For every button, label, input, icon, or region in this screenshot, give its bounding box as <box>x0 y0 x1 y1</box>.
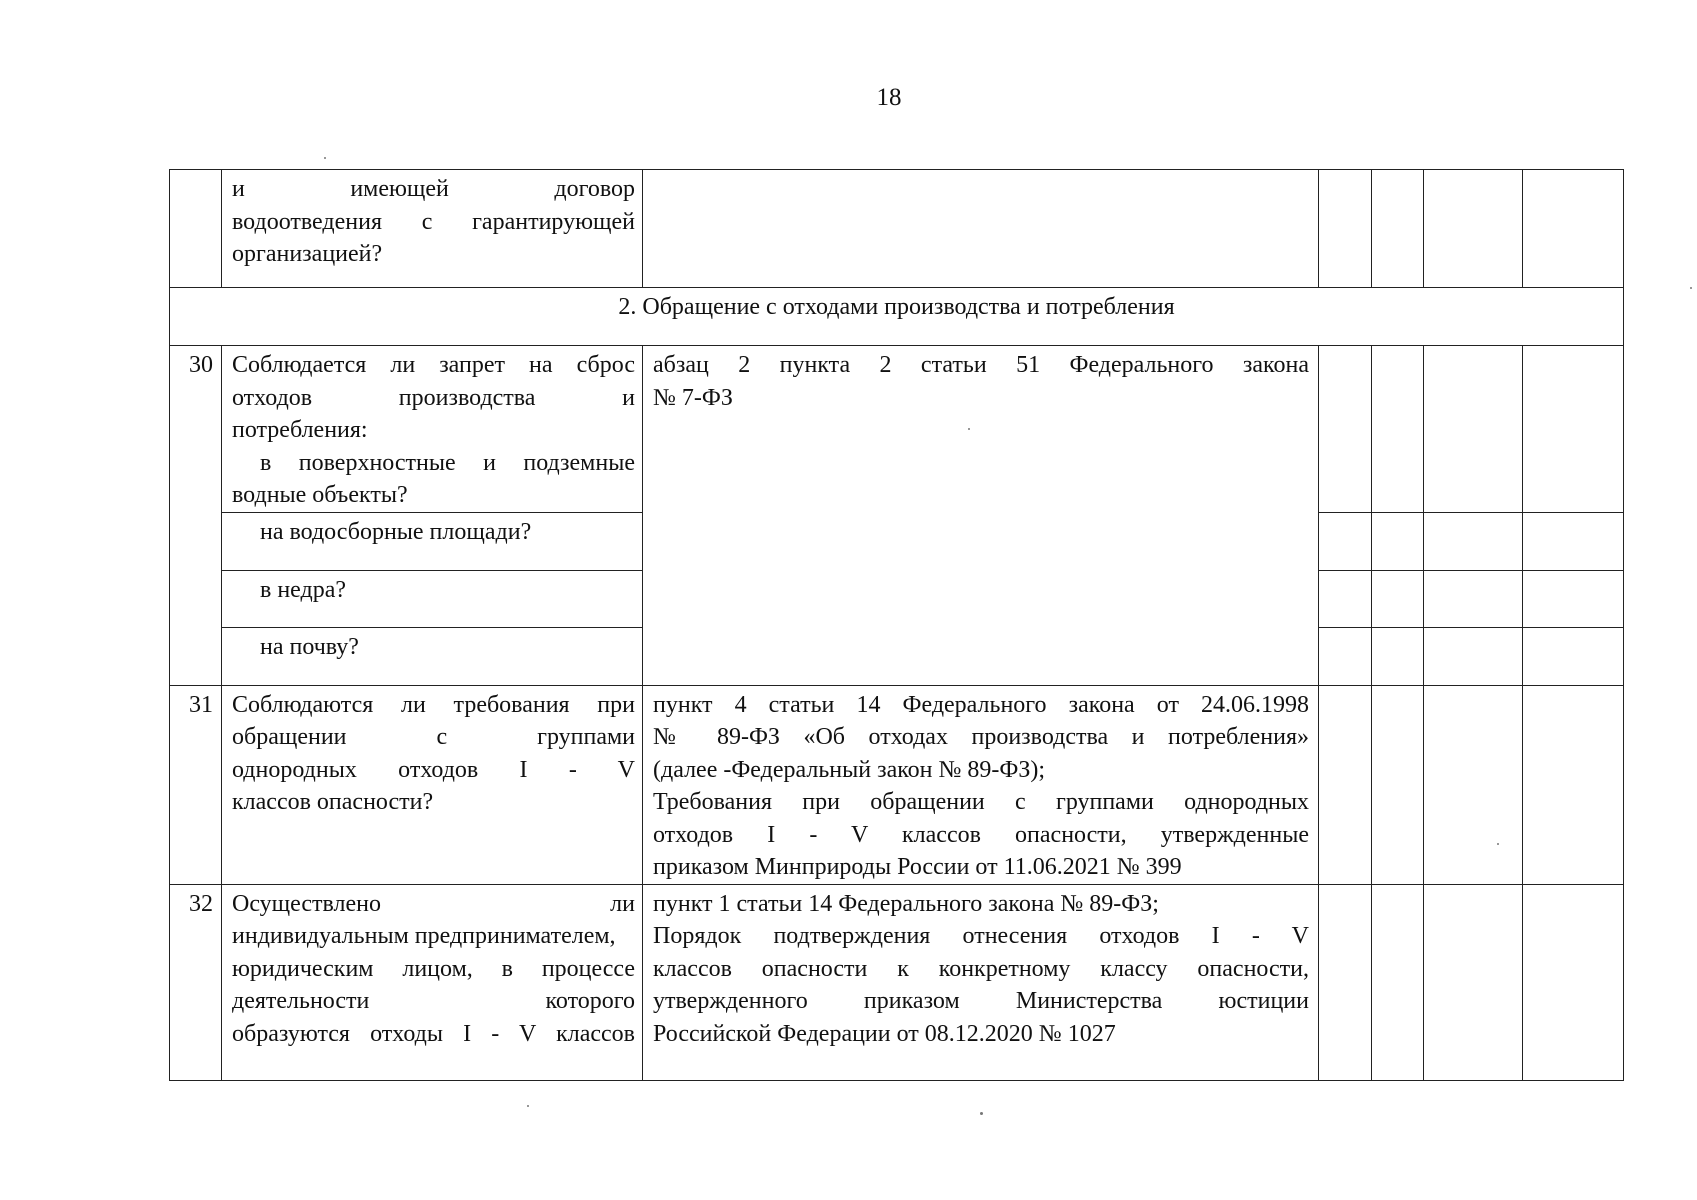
question-cell <box>222 884 643 1080</box>
question-line: образуются отходы I - V классов <box>232 1020 635 1047</box>
check-cell <box>1424 884 1523 1080</box>
law-line: приказом Минприроды России от 11.06.2021 № 399 <box>653 854 1182 880</box>
check-cell <box>1372 170 1424 288</box>
question-line: в поверхностные и подземные <box>260 449 635 476</box>
check-cell <box>1319 884 1372 1080</box>
law-line: пункт 4 статьи 14 Федерального закона от 24.06.1998 <box>653 691 1309 718</box>
law-line: пункт 1 статьи 14 Федерального закона № 89-ФЗ; <box>653 890 1159 917</box>
law-line: Порядок подтверждения отнесения отходов I - V <box>653 923 1309 949</box>
checklist-table <box>169 169 1624 1081</box>
law-line: Российской Федерации от 08.12.2020 № 1027 <box>653 1020 1116 1047</box>
check-cell <box>1523 512 1624 570</box>
check-cell <box>1424 570 1523 627</box>
check-cell <box>1372 884 1424 1080</box>
question-line: Соблюдаются ли требования при <box>232 691 635 718</box>
law-line: классов опасности к конкретному классу опасности, <box>653 955 1309 982</box>
section-title: 2. Обращение с отходами производства и потребления <box>170 288 1624 346</box>
question-line: потребления: <box>232 417 368 443</box>
check-cell <box>1372 346 1424 513</box>
question-cell: на почву? <box>222 627 643 685</box>
check-cell <box>1523 884 1624 1080</box>
check-cell <box>1424 627 1523 685</box>
check-cell <box>1523 346 1624 513</box>
question-line: Соблюдается ли запрет на сброс <box>232 352 635 378</box>
question-line: водоотведения с гарантирующей <box>232 208 635 235</box>
check-cell <box>1319 170 1372 288</box>
check-cell <box>1424 512 1523 570</box>
table-row-31 <box>170 685 1624 884</box>
question-cell: в недра? <box>222 570 643 627</box>
check-cell <box>1523 685 1624 884</box>
scan-speck <box>968 428 970 430</box>
law-cell <box>643 346 1319 686</box>
check-cell <box>1424 685 1523 884</box>
check-cell <box>1424 346 1523 513</box>
check-cell <box>1319 570 1372 627</box>
law-line: № 7-ФЗ <box>653 384 733 411</box>
question-line: классов опасности? <box>232 789 434 815</box>
check-cell <box>1372 570 1424 627</box>
scan-speck <box>324 157 326 159</box>
row-number: 30 <box>170 346 222 686</box>
question-line: и имеющей договор <box>232 176 635 202</box>
question-line: деятельности которого <box>232 988 635 1014</box>
row-number: 31 <box>170 685 222 884</box>
question-cell <box>222 170 643 288</box>
section-row <box>170 288 1624 346</box>
law-line: утвержденного приказом Министерства юстиции <box>653 988 1309 1014</box>
question-cell <box>222 685 643 884</box>
check-cell <box>1523 170 1624 288</box>
check-cell <box>1372 512 1424 570</box>
law-line: абзац 2 пункта 2 статьи 51 Федерального закона <box>653 352 1309 378</box>
check-cell <box>1372 627 1424 685</box>
check-cell <box>1319 685 1372 884</box>
law-cell <box>643 685 1319 884</box>
question-line: предпринимателем, <box>414 923 616 949</box>
law-cell <box>643 884 1319 1080</box>
check-cell <box>1372 685 1424 884</box>
scan-speck <box>1497 843 1499 845</box>
table-row-30 <box>170 346 1624 513</box>
question-line: юридическим лицом, в процессе <box>232 955 635 982</box>
check-cell <box>1523 570 1624 627</box>
page-number: 18 <box>876 84 902 111</box>
scan-speck <box>980 1112 983 1115</box>
check-cell <box>1319 627 1372 685</box>
check-cell <box>1319 512 1372 570</box>
question-line: индивидуальным <box>232 923 409 949</box>
question-line: обращении с группами <box>232 724 635 750</box>
scan-speck <box>1690 287 1692 289</box>
num-cell <box>170 170 222 288</box>
law-line: отходов I - V классов опасности, утвержденные <box>653 821 1309 848</box>
question-line: Осуществлено ли <box>232 890 635 917</box>
row-number: 32 <box>170 884 222 1080</box>
law-line: № 89-ФЗ «Об отходах производства и потребления» <box>653 724 1309 750</box>
table-row-32 <box>170 884 1624 1080</box>
law-line: (далее -Федеральный закон № 89-ФЗ); <box>653 756 1046 783</box>
question-line: отходов производства и <box>232 384 635 411</box>
question-line: водные объекты? <box>232 482 408 508</box>
question-cell <box>222 346 643 513</box>
check-cell <box>1319 346 1372 513</box>
scan-speck <box>527 1105 529 1107</box>
check-cell <box>1424 170 1523 288</box>
question-line: однородных отходов I - V <box>232 756 635 783</box>
question-cell: на водосборные площади? <box>222 512 643 570</box>
law-cell <box>643 170 1319 288</box>
table-row-continuation <box>170 170 1624 288</box>
question-line: организацией? <box>232 241 383 267</box>
law-line: Требования при обращении с группами однородных <box>653 789 1309 815</box>
check-cell <box>1523 627 1624 685</box>
